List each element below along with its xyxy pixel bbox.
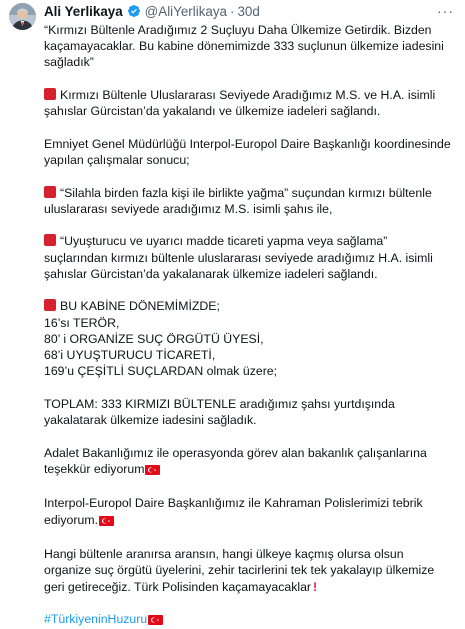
turkey-flag-icon [99,514,114,530]
red-exclamation-icon: ! [313,579,318,594]
paragraph-3: “Silahla birden fazla kişi ile birlikte yağma” suçundan kırmızı bültenle uluslararası seviyede aradığımız M.S. isimli şahıs ile, [44,185,432,216]
tweet-intro: “Kırmızı Bültenle Aradığımız 2 Suçluyu Daha Ülkemize Getirdik. Bizden kaçamayacaklar. Bu kabine dönemimizde 333 suçlunun ülkemize iadesini sağladık” [44,23,444,70]
avatar[interactable] [9,3,36,30]
paragraph-4: “Uyuşturucu ve uyarıcı madde ticareti yapma veya sağlama” suçlarından kırmızı bültenle uluslararası seviyede aradığımız H.A. isimli şahıslar Gürcistan’da yakalanarak ülkemize iadeleri sağlandı. [44,234,433,281]
author-name[interactable]: Ali Yerlikaya [44,3,123,19]
list-title: BU KABİNE DÖNEMİMİZDE; [44,298,454,314]
red-square-icon [44,88,56,100]
turkey-flag-icon [145,463,160,479]
tweet-content [44,2,454,629]
total-paragraph: TOPLAM: 333 KIRMIZI BÜLTENLE aradığımız şahsı yurtdışında yakalatarak ülkemize iadesini sağladık. [44,396,395,427]
list-item: 80’ i ORGANİZE SUÇ ÖRGÜTÜ ÜYESİ, [44,331,264,346]
more-options-icon[interactable]: ··· [437,3,454,19]
list-item: 16’sı TERÖR, [44,315,120,330]
list-item: 169’u ÇEŞİTLİ SUÇLARDAN olmak üzere; [44,364,278,379]
hashtag-link[interactable]: #TürkiyeninHuzuru [44,612,148,627]
tweet-header [44,2,454,20]
hashtag-line [44,611,454,629]
list-item: 68’i UYUŞTURUCU TİCARETİ, [44,348,216,362]
tweet-timestamp[interactable]: 30d [237,3,260,19]
avatar-photo [9,3,36,30]
paragraph-1: Kırmızı Bültenle Uluslararası Seviyede Aradığımız M.S. ve H.A. isimli şahıslar Gürcistan’da yakalandı ve ülkemize iadeleri sağlandı. [44,88,436,119]
thanks-paragraph-2: Interpol-Europol Daire Başkanlığımız ile Kahraman Polislerimizi tebrik ediyorum. [44,495,454,529]
verified-badge-icon [127,4,141,18]
red-square-icon [44,234,56,246]
thanks-paragraph-1: Adalet Bakanlığımız ile operasyonda görev alan bakanlık çalışanlarına teşekkür ediyorum [44,445,454,479]
tweet-text [44,22,454,629]
closing-paragraph: Hangi bültenle aranırsa aransın, hangi ülkeye kaçmış olursa olsun organize suç örgütü üyelerini, zehir tacirlerini tek tek yakalayıp ülkemize geri getireceğiz. Türk Polisinden kaçamayacaklar ! [44,547,435,594]
author-handle[interactable]: @AliYerlikaya [144,3,227,19]
turkey-flag-icon [148,613,163,629]
red-square-icon [44,299,56,311]
paragraph-2: Emniyet Genel Müdürlüğü Interpol-Europol Daire Başkanlığı koordinesinde yapılan çalışmalar sonucu; [44,136,451,167]
separator-dot: · [230,3,235,19]
red-square-icon [44,186,56,198]
